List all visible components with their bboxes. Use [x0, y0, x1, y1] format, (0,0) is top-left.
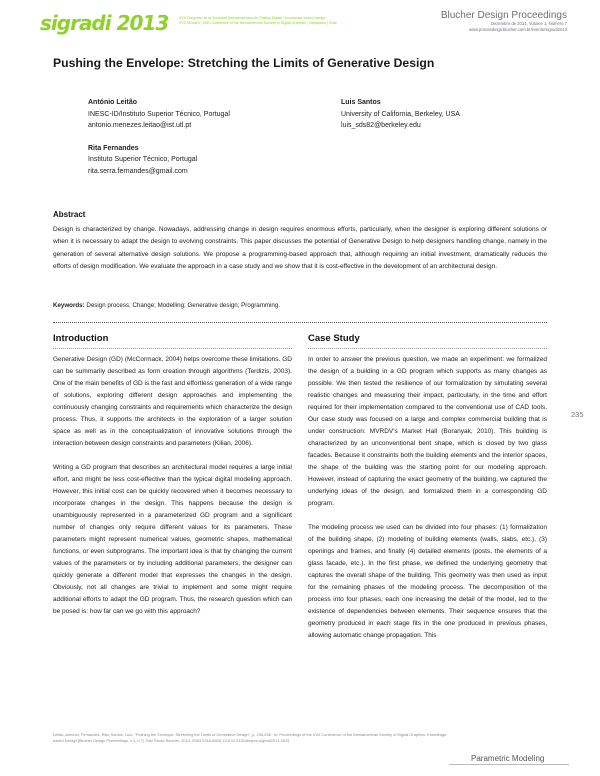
proceedings-url[interactable]: www.proceedings.blucher.com.br/evento/sigradi2013 [469, 27, 567, 32]
paragraph: Generative Design (GD) (McCormack, 2004) helps overcome these limitations. GD can be summarily described as form creation through algorithms (Terdizis, 2003). One of the main benefits of GD is the fast and effortless generation of a wide range of solutions, exploring different design approaches and implementing the continuously changing constraints and requirements which characterize the design process. Thus, it supports the architects in the exploration of a larger solution space as well as in the conceptualization of innovative solutions through the interaction between design constraints and parameters (Kilian, 2006). [53, 356, 292, 447]
page-number: 235 [571, 410, 584, 419]
author-name: António Leitão [88, 99, 137, 106]
right-column [308, 333, 547, 654]
footer-citation: Leitão, António; Fernandes, Rita; Santos, Luis; "Pushing the Envelope: Stretching the Limits of Generative Design", p. 235-238 . In: Proceedings of the XVII Conference of the Iberoamerican Society of Digital Graphics: Knowledge-based Design [Blucher Design Proceedings, v.1, n.7]. São Paulo: Blucher, 2014. ISSN 2318-6968, DOI 10.5151/despro-sigradi2013-0043 [53, 732, 448, 744]
case-study-heading: Case Study [308, 333, 360, 344]
conference-line: XVII Congreso de la Sociedad Iberoamericana de Gráfica Digital / Knowledge-based Design [179, 16, 326, 20]
keywords-text: Design process; Change; Modelling; Generative design; Programming. [86, 302, 281, 309]
author-affiliation: INESC-ID/Instituto Superior Técnico, Portugal [88, 110, 230, 118]
author-list-left [88, 97, 230, 185]
conference-logo [40, 10, 168, 36]
left-column [53, 333, 292, 630]
heading-rule [308, 348, 547, 349]
keywords [53, 302, 547, 309]
logo-text: sigradi 2013 [40, 11, 169, 35]
proceedings-title: Blucher Design Proceedings [440, 10, 567, 21]
author-affiliation: University of California, Berkeley, USA [341, 110, 460, 118]
author-affiliation: Instituto Superior Técnico, Portugal [88, 156, 198, 163]
paragraph: Writing a GD program that describes an architectural model requires a large initial effort, and might be less cost-effective than the typical digital modeling approach. However, this initial cost can be quickly recovered when it becomes necessary to incorporate changes in the design. This happens because the design is unambiguously represented in a parameterized GD program and a significant number of changes only require different values for its parameters. These parameters might represent numerical values, geometric shapes, mathematical functions, or even subprograms. The important idea is that by changing the current values of the parameters or by including additional parameters, the designer can quickly generate a different model that expresses the changes in the design. Obviously, not all changes are trivial to implement and some might require additional efforts to adapt the GD program. Thus, the research question which can be posed is: how far can we go with this approach? [53, 464, 292, 615]
author-email[interactable]: antonio.menezes.leitao@ist.utl.pt [88, 122, 192, 129]
paragraph: In order to answer the previous question, we made an experiment: we formalized the design of a building in a GD program which supports as many changes as possible. We then tested the resilience of our formalization by simulating several realistic changes and measuring their impact, particularly, in the time and effort required for their implementation compared to the conventional use of CAD tools. Our case study was focused on a large and complex commercial building that is under construction: MVRDV's Market Hall (Boranyak, 2010). This building is characterized by an unconventional bent shape, which is closed by two glass facades. Because it constraints both the building elements and the interior spaces, the shape of the building was the starting point for our modeling approach. However, instead of capturing the exact geometry of the building, we captured the underlying ideas of the design, and formalized them in a corresponding GD program. [308, 356, 547, 507]
footer-section: Parametric Modeling [471, 754, 545, 763]
keywords-label: Keywords: [53, 302, 85, 309]
paragraph: The modeling process we used can be divided into four phases: (1) formalization of the building shape, (2) modeling of building elements (walls, slabs, etc.), (3) openings and frames, and finally (4) detailed elements (posts, the elements of a glass facade, etc.). In the first phase, we defined the underlying geometry that captures the overall shape of the building. This geometry was then used as input for the remaining phases of the modeling process. The decomposition of the process into four phases, each one increasing the detail of the model, led to the existence of dependencies between elements. Their sequence ensures that the geometry produced in each stage fits in the one produced in previous phases, allowing automatic change propagation. This [308, 524, 547, 639]
abstract-heading: Abstract [53, 210, 86, 219]
author-list-right [341, 97, 460, 140]
abstract-text: Design is characterized by change. Nowadays, addressing change in design requires enormous efforts, particularly, when the designer is exploring different solutions or when it is necessary to adapt the design to evolving constraints. This paper discusses the potential of Generative Design to help designers handling change, namely in the generation of several alternative design solutions. We propose a programming-based approach that, although requiring an initial investment, dramatically reduces the efforts of design modification. We evaluate the approach in a case study and we show that it is cost-effective in the development of an architectural design. [53, 226, 547, 271]
paper-title: Pushing the Envelope: Stretching the Limits of Generative Design [53, 56, 435, 70]
author-name: Luis Santos [341, 99, 381, 106]
author-block [341, 97, 460, 132]
proceedings-header [441, 10, 567, 33]
heading-rule [53, 348, 292, 349]
conference-line: XVII SIGraDi | XVII Conference of the Iberoamerican Society of Digital Graphics | Valparaíso | Chile [179, 21, 337, 25]
author-block [88, 143, 230, 178]
section-heading [53, 333, 292, 349]
intro-heading: Introduction [53, 333, 109, 344]
author-block [88, 97, 230, 132]
author-name: Rita Fernandes [88, 144, 139, 152]
conference-info [179, 16, 369, 26]
author-email[interactable]: rita.serra.fernandes@gmail.com [88, 167, 188, 175]
section-heading [308, 333, 547, 349]
footer-rule [449, 764, 569, 765]
section-divider [53, 322, 547, 323]
proceedings-issue: Dezembro de 2014, Volume 1, Número 7 [490, 21, 567, 26]
author-email[interactable]: luis_sds82@berkeley.edu [341, 122, 421, 129]
